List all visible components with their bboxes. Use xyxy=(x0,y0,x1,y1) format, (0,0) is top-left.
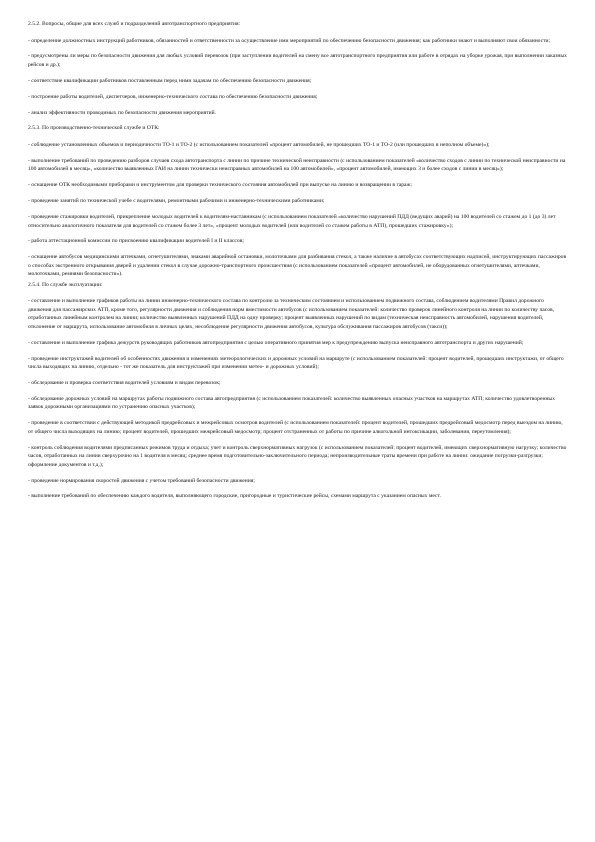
paragraph: - составление и выполнение графиков работы на линии инженерно-технического состава по контролю за техническим состоянием и использованием подвижного состава, соблюдением водителями Правил дорожного движения для пассажирских АТП, кроме того, регулярности движения и соблюдения норм вместимости автобусов (с использованием показателей: количество проверок линейного контроля на линии по количеству часов, отработанных линейным контролем на линии; количество выявленных нарушений ПДД на одну проверку; процент выявленных нарушений по видам (техническая неисправность автомобилей, нарушения водителей, отклонение от маршрута, использование автомобиля в личных целях, несоблюдение регулярности движения автобусов, культура обслуживания пассажиров автобусов (такси)); xyxy=(28,298,555,330)
paragraph: - проведение инструктажей водителей об особенностях движения и изменениях метеорологических и дорожных условий на маршруте (с использованием показателей: процент водителей, прошедших инструктажи, от общего числа выходящих на линию, отдельно - тот же показатель для инструктажей при изменении метео- и дорожных условий); xyxy=(28,355,564,371)
paragraph: - обследование и проверка соответствия водителей условиям и видам перевозок; xyxy=(28,379,221,386)
section-heading: 2.5.3. По производственно-технической службе и ОТК: xyxy=(28,125,160,132)
paragraph: - оснащение ОТК необходимыми приборами и инструментом для проверки технического состояния автомобилей при выпуске на линию и возвращении в гараж; xyxy=(28,182,412,189)
paragraph: - определение должностных инструкций работников, обязанностей и ответственности за осуществление ими мероприятий по обеспечению безопасности движения; как работники знают и выполняют свои обязанности; xyxy=(28,37,551,44)
paragraph: - составление и выполнение графика дежурств руководящих работников автопредприятия с целью оперативного принятия мер к предупреждению выпуска неисправного автотранспорта и других нарушений; xyxy=(28,339,524,346)
paragraph: - проведение стажировки водителей, прикрепление молодых водителей к водителям-наставникам (с использованием показателей «количество нарушений ПДД (ведущих аварий) на 100 водителей со стажем до 1 (до 3) лет относительно аналогичного показателя для водителей со стажем более 3 лет», «процент молодых водителей (или водителей со стажем работы в АТП), прошедших стажировку»); xyxy=(28,214,556,229)
paragraph: - соблюдение установленных объемов и периодичности ТО-1 и ТО-2 (с использованием показателей «процент автомобилей, не прошедших ТО-1 и ТО-2 (или прошедших в неполном объеме)»); xyxy=(28,141,490,148)
paragraph: - предусмотрены ли меры по безопасности движения для любых условий перевозок (при заступлении водителей на смену все автотранспортного предприятия или работе в отрядах на уборке урожая, при выполнении заказных рейсов и др.); xyxy=(28,53,567,68)
paragraph: - проведение нормирования скоростей движения с учетом требований безопасности движения; xyxy=(28,477,255,484)
section-heading: 2.5.4. По службе эксплуатации: xyxy=(28,281,103,288)
paragraph: - обследование дорожных условий на маршрутах работы подвижного состава автопредприятия (с использованием показателей: количество выявленных опасных участков на маршрутах АТП; количество удовлетворенных заявок дорожными организациями по устранению опасных участков); xyxy=(28,395,555,411)
paragraph: - работа аттестационной комиссии по присвоению квалификации водителей I и II классов; xyxy=(28,238,244,245)
section-heading: 2.5.2. Вопросы, общие для всех служб и подразделений автотранспортного предприятия: xyxy=(28,21,241,27)
paragraph: - анализ эффективности проводимых по безопасности движения мероприятий. xyxy=(28,109,217,116)
paragraph: - проведение занятий по технической учебе с водителями, ремонтными рабочими и инженерно-техническими работниками; xyxy=(28,198,325,205)
paragraph: - проведение в соответствии с действующей методикой предрейсовых и межрейсовых осмотров водителей (с использованием показателей: процент водителей, прошедших предрейсовый медосмотр перед выездом на линию, от общего числа выходящих на линию; процент водителей, прошедших межрейсовый медосмотр; процент отстраненных от работы по причине алкогольной интоксикации, заболевания, переутомления); xyxy=(28,420,563,435)
paragraph: - выполнение требований по проведению разборов случаев схода автотранспорта с линии по причине технической неисправности (с использованием показателей «количество сходов с линии по технической неисправности на 100 автомобилей в месяц», «количество выявленных ГАИ на линии технически неисправных автомобилей на 100 автомобилей», «процент автомобилей, имеющих 3 и более сходов с линии в месяц»); xyxy=(28,157,566,173)
paragraph: - соответствие квалификации работников поставленным перед ними задачам по обеспечению безопасности движения; xyxy=(28,77,312,84)
paragraph: - контроль соблюдения водителями предписанных режимов труда и отдыха; учет и контроль сверхнормативных нагрузок (с использованием показателей: процент водителей, имеющих сверхнормативную нагрузку; количество часов, отработанных на линии сверхурочно на 1 водителя в месяц; среднее время подготовительно-заключительного периода; непроизводительные траты времени при работе на линии: ожидание погрузки-разгрузки; оформление документов и т.д.); xyxy=(28,444,567,468)
paragraph: - оснащение автобусов медицинскими аптечками, огнетушителями, знаками аварийной остановки, молоточками для разбивания стекол, а также наличие в автобусах соответствующих надписей, инструктирующих пассажиров о способах экстренного открывания дверей и удалении стекол в случае дорожно-транспортного происшествия (с использованием показателей «процент автомобилей, не оборудованных огнетушителями, аптечками, молоточками, ремнями безопасности»). xyxy=(28,254,567,278)
paragraph: - построение работы водителей, диспетчеров, инженерно-технического состава по обеспечению безопасности движения; xyxy=(28,93,318,100)
paragraph: - выполнение требований по обеспечению каждого водителя, выполняющего городские, пригородные и туристические рейсы, схемами маршрута с указанием опасных мест. xyxy=(28,493,441,500)
